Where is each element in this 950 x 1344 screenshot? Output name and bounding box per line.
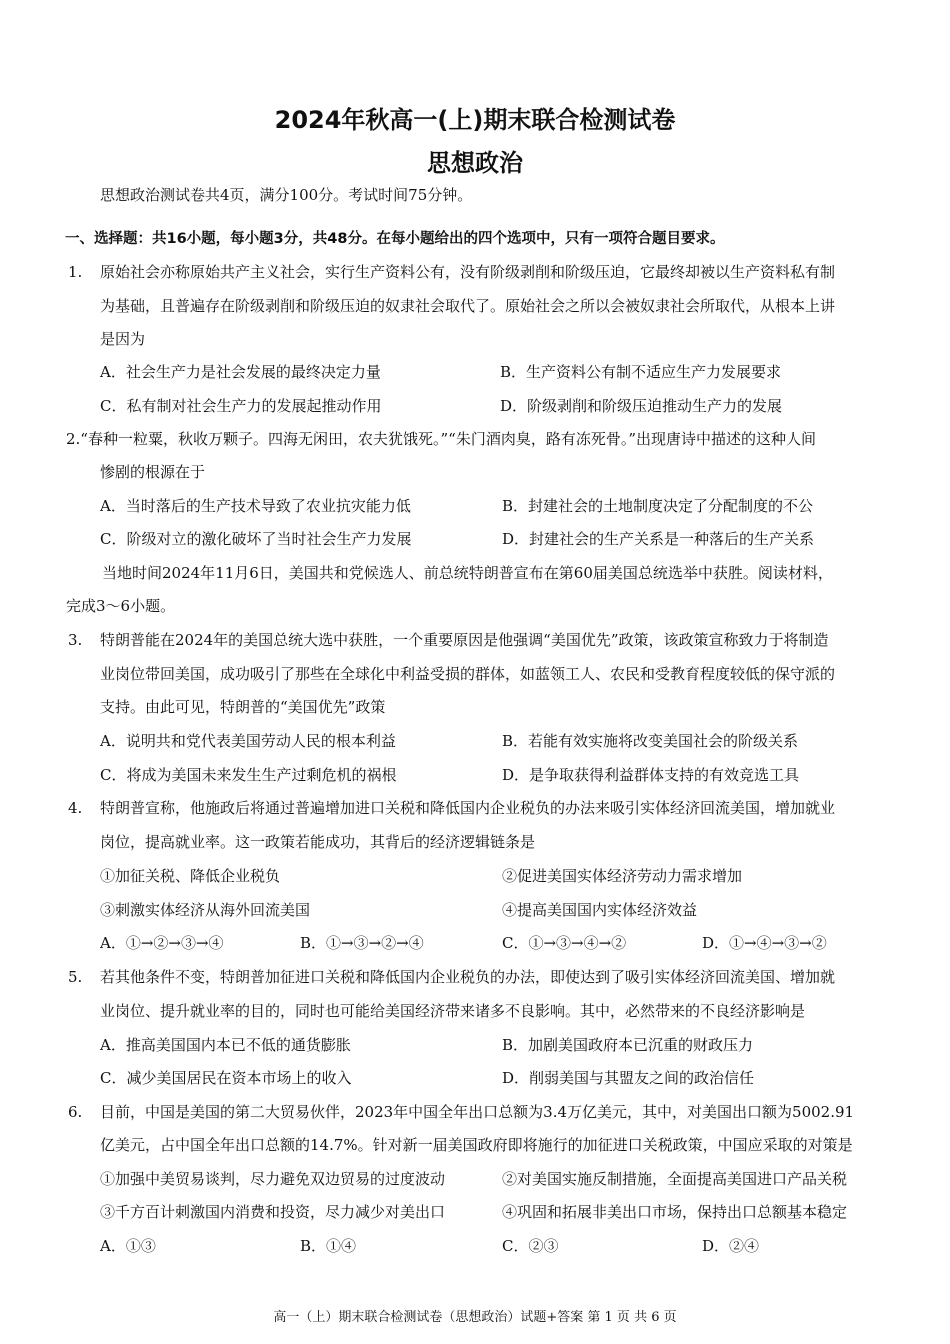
question-text: 特朗普能在2024年的美国总统大选中获胜，一个重要原因是他强调“美国优先”政策，该政策宣称致力于将制造 [100,631,829,649]
option-b: B．若能有效实施将改变美国社会的阶级关系 [502,732,799,750]
question-text: 特朗普宣称，他施政后将通过普遍增加进口关税和降低国内企业税负的办法来吸引实体经济回流美国，增加就业 [100,799,836,817]
option-c: C．①→③→④→② [502,934,627,952]
exam-intro: 思想政治测试卷共4页，满分100分。考试时间75分钟。 [100,186,473,204]
question-text: 是因为 [100,330,146,348]
option-c: C．减少美国居民在资本市场上的收入 [100,1069,352,1087]
option-a: A．①③ [100,1237,156,1255]
exam-title: 2024年秋高一(上)期末联合检测试卷 [274,106,676,134]
question-number: 1. [68,263,83,281]
option-c: C．阶级对立的激化破坏了当时社会生产力发展 [100,530,412,548]
page-footer: 高一（上）期末联合检测试卷（思想政治）试题+答案 第 1 页 共 6 页 [273,1310,677,1325]
option-d: D．②④ [702,1237,760,1255]
statement-1: ①加征关税、降低企业税负 [100,867,281,885]
question-text: 业岗位带回美国，成功吸引了那些在全球化中利益受损的群体，如蓝领工人、农民和受教育程度较低的保守派的 [100,665,836,683]
question-text: 2.“春种一粒粟，秋收万颗子。四海无闲田，农夫犹饿死。”“朱门酒肉臭，路有冻死骨。”出现唐诗中描述的这种人间 [66,430,816,448]
statement-1: ①加强中美贸易谈判，尽力避免双边贸易的过度波动 [100,1170,446,1188]
option-a: A．推高美国国内本已不低的通货膨胀 [100,1036,351,1054]
question-number: 6. [68,1103,83,1121]
option-b: B．生产资料公有制不适应生产力发展要求 [500,363,782,381]
option-b: B．加剧美国政府本已沉重的财政压力 [502,1036,754,1054]
option-b: B．封建社会的土地制度决定了分配制度的不公 [502,497,814,515]
question-text: 亿美元，占中国全年出口总额的14.7%。针对新一届美国政府即将施行的加征进口关税政策，中国应采取的对策是 [100,1136,853,1154]
option-c: C．②③ [502,1237,559,1255]
question-text: 目前，中国是美国的第二大贸易伙伴，2023年中国全年出口总额为3.4万亿美元，其中，对美国出口额为5002.91 [100,1103,855,1121]
option-d: D．①→④→③→② [702,934,827,952]
statement-4: ④提高美国国内实体经济效益 [502,901,698,919]
question-text: 若其他条件不变，特朗普加征进口关税和降低国内企业税负的办法，即使达到了吸引实体经济回流美国、增加就 [100,968,836,986]
option-a: A．社会生产力是社会发展的最终决定力量 [100,363,381,381]
statement-3: ③刺激实体经济从海外回流美国 [100,901,311,919]
section-heading: 一、选择题：共16小题，每小题3分，共48分。在每小题给出的四个选项中，只有一项符合题目要求。 [65,231,725,247]
option-a: A．当时落后的生产技术导致了农业抗灾能力低 [100,497,411,515]
option-d: D．削弱美国与其盟友之间的政治信任 [502,1069,755,1087]
question-text: 原始社会亦称原始共产主义社会，实行生产资料公有，没有阶级剥削和阶级压迫，它最终却被以生产资料私有制 [100,263,836,281]
question-text: 业岗位、提升就业率的目的，同时也可能给美国经济带来诸多不良影响。其中，必然带来的不良经济影响是 [100,1002,806,1020]
question-text: 惨剧的根源在于 [100,463,206,481]
material-text: 完成3～6小题。 [66,597,176,615]
question-number: 4. [68,799,83,817]
question-number: 5. [68,968,83,986]
statement-3: ③千方百计刺激国内消费和投资，尽力减少对美出口 [100,1203,446,1221]
statement-2: ②促进美国实体经济劳动力需求增加 [502,867,743,885]
question-text: 岗位，提高就业率。这一政策若能成功，其背后的经济逻辑链条是 [100,833,536,851]
question-number: 3. [68,631,83,649]
option-d: D．阶级剥削和阶级压迫推动生产力的发展 [500,397,783,415]
option-c: C．私有制对社会生产力的发展起推动作用 [100,397,382,415]
option-b: B．①→③→②→④ [300,934,424,952]
option-a: A．①→②→③→④ [100,934,224,952]
option-c: C．将成为美国未来发生生产过剩危机的祸根 [100,766,397,784]
question-text: 支持。由此可见，特朗普的“美国优先”政策 [100,698,386,716]
exam-subject: 思想政治 [427,149,523,177]
option-b: B．①④ [300,1237,357,1255]
material-text: 当地时间2024年11月6日，美国共和党候选人、前总统特朗普宣布在第60届美国总统选举中获胜。阅读材料， [102,564,833,582]
statement-4: ④巩固和拓展非美出口市场，保持出口总额基本稳定 [502,1203,848,1221]
question-text: 为基础，且普遍存在阶级剥削和阶级压迫的奴隶社会取代了。原始社会之所以会被奴隶社会所取代，从根本上讲 [100,297,836,315]
option-d: D．封建社会的生产关系是一种落后的生产关系 [502,530,815,548]
option-d: D．是争取获得利益群体支持的有效竞选工具 [502,766,800,784]
option-a: A．说明共和党代表美国劳动人民的根本利益 [100,732,396,750]
statement-2: ②对美国实施反制措施，全面提高美国进口产品关税 [502,1170,848,1188]
